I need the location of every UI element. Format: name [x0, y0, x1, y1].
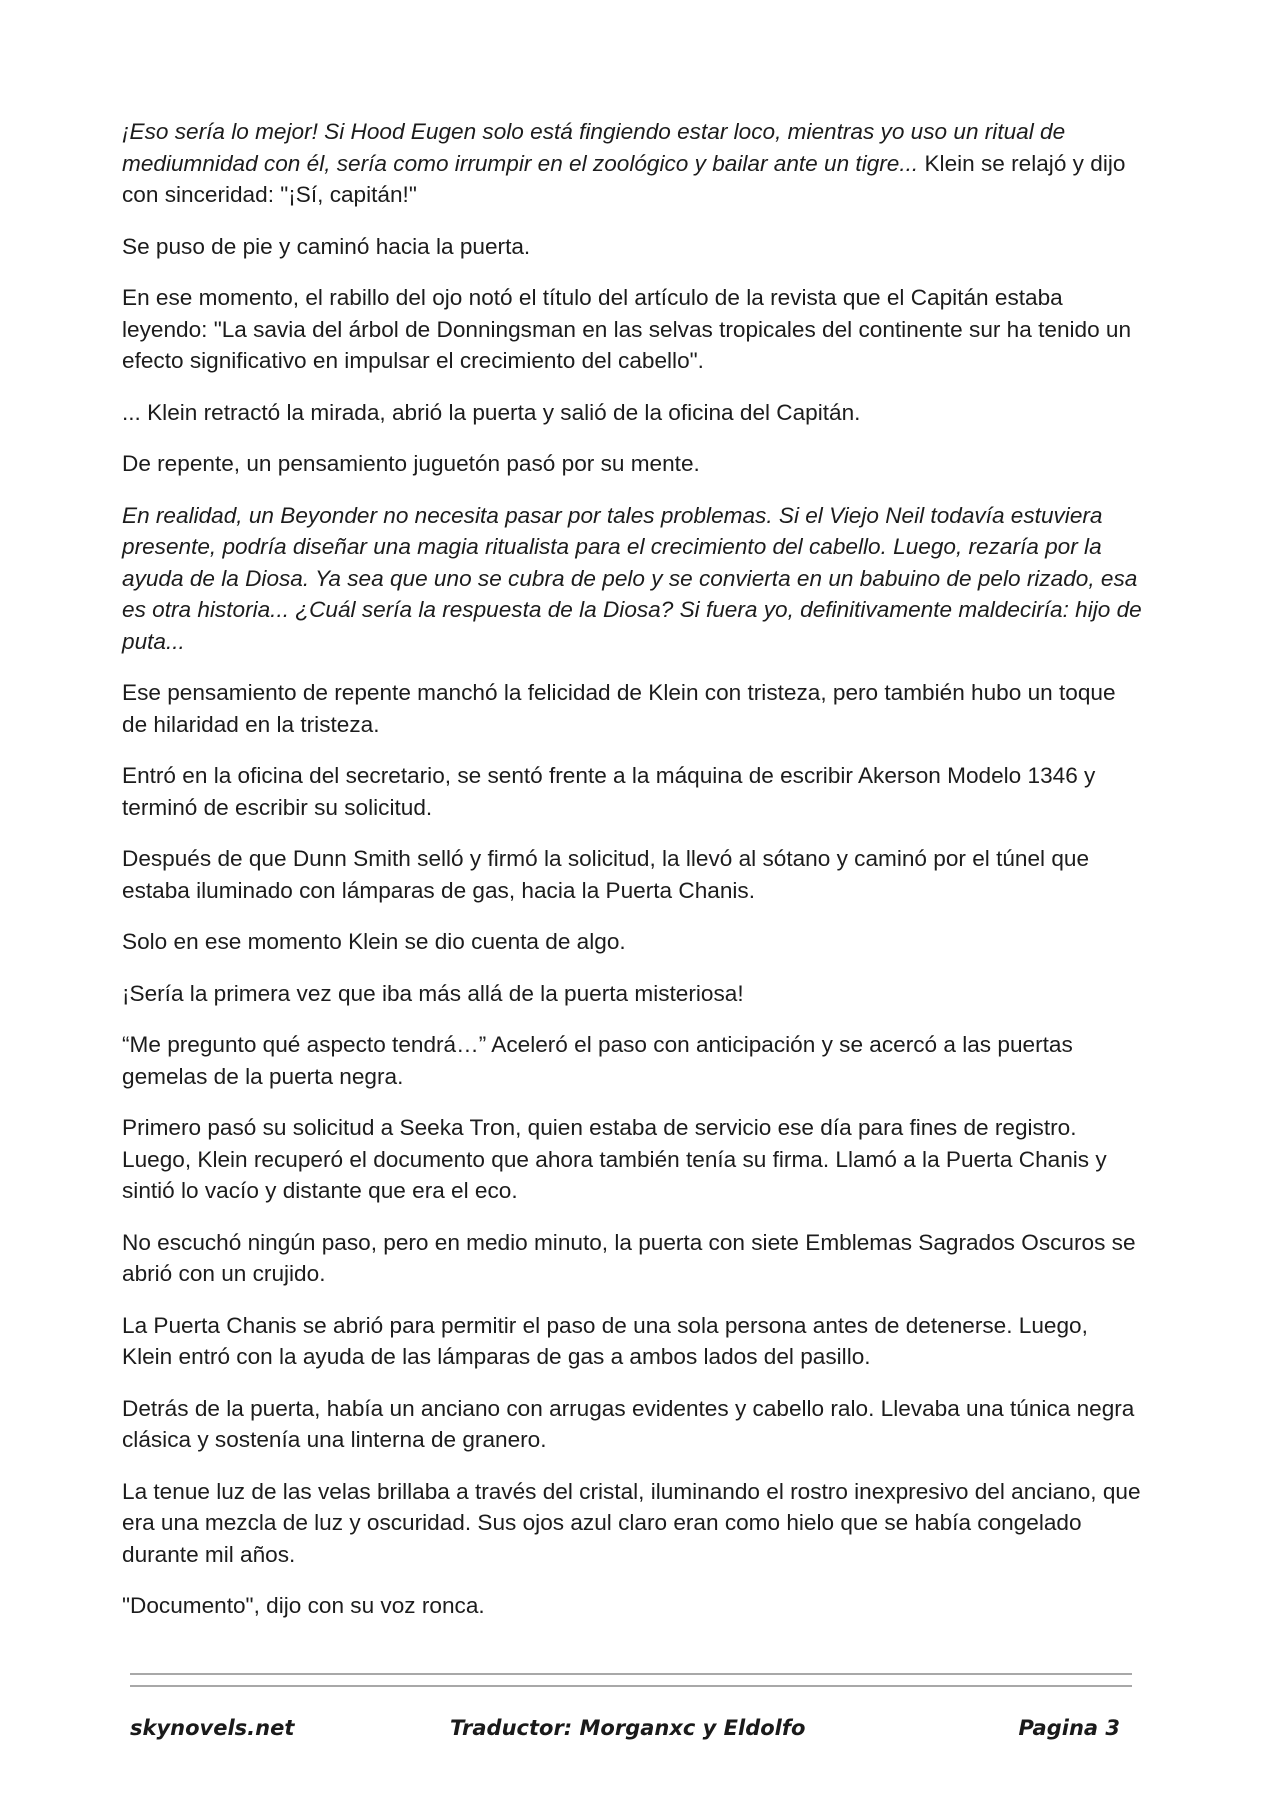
- paragraph-14: No escuchó ningún paso, pero en medio minuto, la puerta con siete Emblemas Sagrados Oscuros se abrió con un crujido.: [122, 1229, 1136, 1286]
- paragraph-12: “Me pregunto qué aspecto tendrá…” Aceleró el paso con anticipación y se acercó a las puertas gemelas de la puerta negra.: [122, 1032, 1073, 1089]
- paragraph-16: Detrás de la puerta, había un anciano con arrugas evidentes y cabello ralo. Llevaba una túnica negra clásica y sostenía una linterna de granero.: [122, 1395, 1135, 1452]
- paragraph-13: Primero pasó su solicitud a Seeka Tron, quien estaba de servicio ese día para fines de registro. Luego, Klein recuperó el documento que ahora también tenía su firma. Llamó a la Puerta Chanis y sintió lo vacío y distante que era el eco.: [122, 1115, 1107, 1203]
- paragraph-2: Se puso de pie y caminó hacia la puerta.: [122, 233, 531, 259]
- footer-divider-bottom: [130, 1685, 1132, 1687]
- paragraph-7: Ese pensamiento de repente manchó la felicidad de Klein con tristeza, pero también hubo un toque de hilaridad en la tristeza.: [122, 680, 1116, 737]
- paragraph-1-italic-text: ¡Eso sería lo mejor! Si Hood Eugen solo está fingiendo estar loco, mientras yo uso un ritual de mediumnidad con él, sería como irrumpir en el zoológico y bailar ante un tigre...: [122, 119, 1066, 176]
- paragraph-1-normal-text: Klein se relajó y dijo con sinceridad: "¡Sí, capitán!": [122, 150, 1126, 207]
- paragraph-5: De repente, un pensamiento juguetón pasó por su mente.: [122, 451, 700, 476]
- paragraph-10: Solo en ese momento Klein se dio cuenta de algo.: [122, 929, 626, 954]
- document-body: [122, 116, 1142, 1642]
- footer-divider-top: [130, 1673, 1132, 1675]
- paragraph-8: Entró en la oficina del secretario, se sentó frente a la máquina de escribir Akerson Modelo 1346 y terminó de escribir su solicitud.: [122, 763, 1096, 820]
- paragraph-18: "Documento", dijo con su voz ronca.: [122, 1593, 485, 1618]
- footer-translator: Traductor: Morganxc y Eldolfo: [450, 1716, 806, 1740]
- footer-site: skynovels.net: [130, 1716, 295, 1740]
- paragraph-4: ... Klein retractó la mirada, abrió la puerta y salió de la oficina del Capitán.: [122, 399, 861, 425]
- paragraph-9: Después de que Dunn Smith selló y firmó la solicitud, la llevó al sótano y caminó por el túnel que estaba iluminado con lámparas de gas, hacia la Puerta Chanis.: [122, 846, 1090, 903]
- paragraph-3: En ese momento, el rabillo del ojo notó el título del artículo de la revista que el Capitán estaba leyendo: "La savia del árbol de Donningsman en las selvas tropicales del continente sur ha tenido un efecto significativo en impulsar el crecimiento del cabello".: [122, 285, 1132, 373]
- footer-page-number: Pagina 3: [1018, 1716, 1120, 1740]
- paragraph-11: ¡Sería la primera vez que iba más allá de la puerta misteriosa!: [122, 980, 744, 1006]
- paragraph-15: La Puerta Chanis se abrió para permitir el paso de una sola persona antes de detenerse. Luego, Klein entró con la ayuda de las lámparas de gas a ambos lados del pasillo.: [122, 1312, 1088, 1369]
- paragraph-6: En realidad, un Beyonder no necesita pasar por tales problemas. Si el Viejo Neil todavía estuviera presente, podría diseñar una magia ritualista para el crecimiento del cabello. Luego, rezaría por la ayuda de la Diosa. Ya sea que uno se cubra de pelo y se convierta en un babuino de pelo rizado, esa es otra historia... ¿Cuál sería la respuesta de la Diosa? Si fuera yo, definitivamente maldeciría: hijo de puta...: [122, 502, 1142, 654]
- paragraph-17: La tenue luz de las velas brillaba a través del cristal, iluminando el rostro inexpresivo del anciano, que era una mezcla de luz y oscuridad. Sus ojos azul claro eran como hielo que se había congelado durante mil años.: [122, 1478, 1141, 1567]
- paragraph-1: [122, 116, 1142, 211]
- page-footer: [130, 1716, 1132, 1748]
